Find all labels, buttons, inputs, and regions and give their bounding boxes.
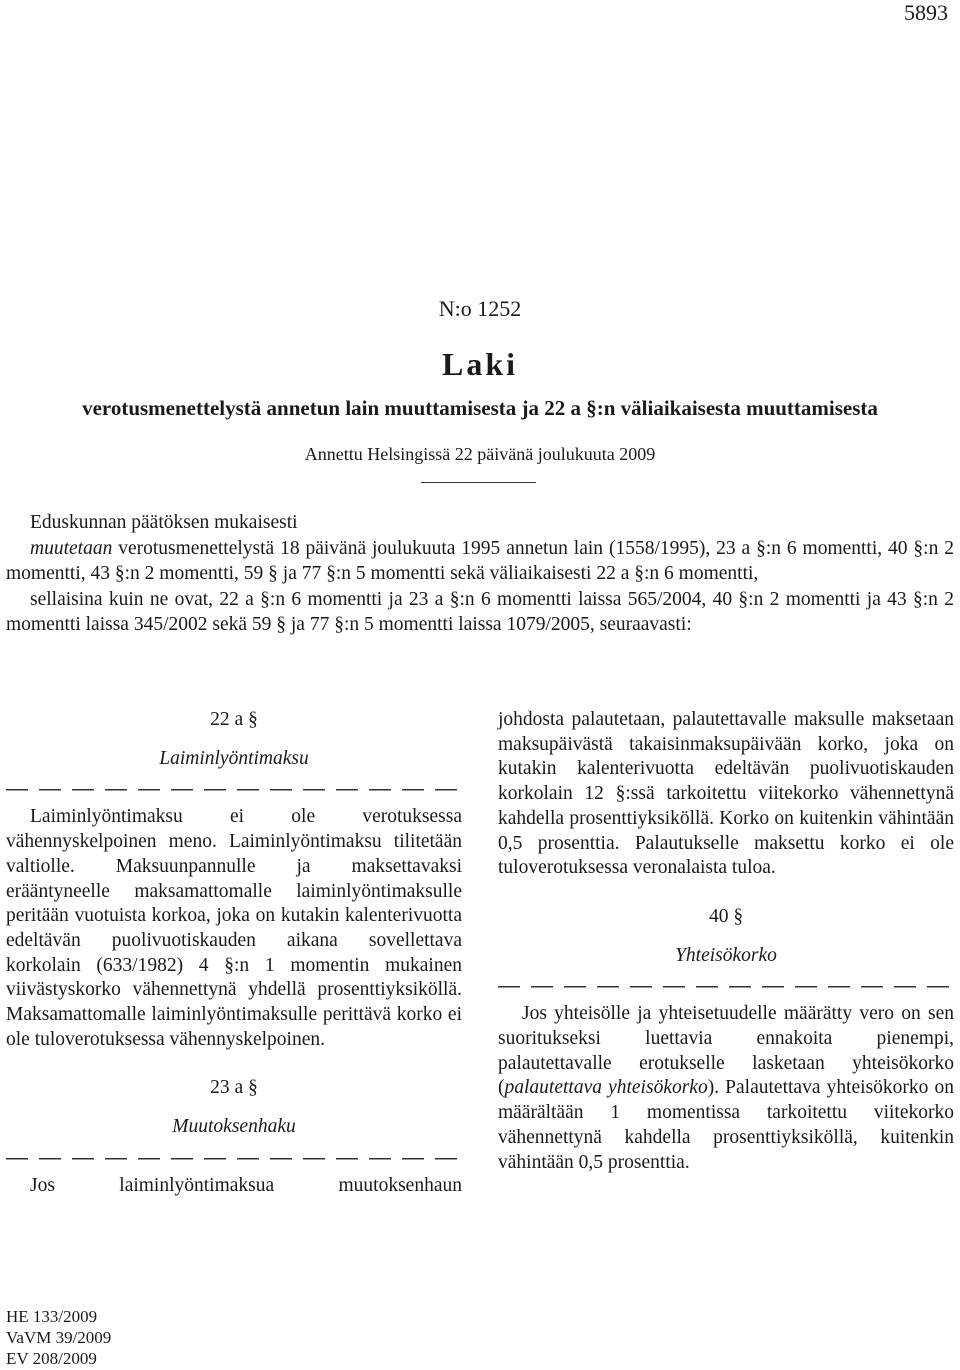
section-22a-heading: Laiminlyöntimaksu bbox=[159, 747, 309, 769]
given-date: Annettu Helsingissä 22 päivänä joulukuuta 2009 bbox=[304, 444, 656, 464]
section-22a-text: Laiminlyöntimaksu ei ole verotuksessa vähennyskelpoinen meno. Laiminlyöntimaksu tilitetään valtiolle. Maksuunpannulle ja maksettavaksi erääntyneelle maksamattomalle laiminlyöntimaksulle peritään vuotuista korkoa, joka on kutakin kalenterivuotta edeltävän puolivuotiskauden aikana sovellettava korkolain (633/1982) 4 §:n 1 momentin mukainen viivästyskorko vähennettynä yhdellä prosenttiyksiköllä. Maksamattomalle laiminlyöntimaksulle perittävä korko ei ole tuloverotuksessa vähennyskelpoinen. bbox=[6, 806, 462, 1050]
omission-dashes bbox=[6, 1154, 462, 1164]
preamble-amendment bbox=[6, 536, 954, 587]
defined-term: palautettava yhteisökorko bbox=[504, 1077, 708, 1099]
preamble-intro: Eduskunnan päätöksen mukaisesti bbox=[30, 512, 298, 533]
document-title: Laki bbox=[441, 346, 519, 382]
title-separator bbox=[421, 482, 536, 483]
section-40-text: Jos yhteisölle ja yhteisetuudelle määrätty vero on sen suoritukseksi luettavia ennakoita pienempi, palautettavalle erotukselle lasketaan yhteisökorko (palautettava yhteisökorko). Palautettava yhteisökorko on määrältään 1 momentissa tarkoitettu viitekorko vähennettynä kahdella prosenttiyksiköllä, kuitenkin vähintään 0,5 prosenttia. bbox=[498, 1003, 954, 1173]
reference-he: HE 133/2009 bbox=[6, 1307, 98, 1326]
section-40-heading: Yhteisökorko bbox=[675, 944, 777, 966]
preamble bbox=[6, 510, 954, 638]
section-23a-text: Jos laiminlyöntimaksua muutoksenhaun bbox=[30, 1174, 462, 1196]
section-23a-number: 23 a § bbox=[210, 1077, 258, 1099]
left-column bbox=[6, 708, 462, 1199]
omission-dashes bbox=[6, 785, 462, 795]
right-column bbox=[498, 708, 954, 1175]
section-40-number: 40 § bbox=[708, 905, 744, 927]
statute-number: N:o 1252 bbox=[438, 296, 522, 321]
amend-text: verotusmenettelystä 18 päivänä joulukuuta 1995 annetun lain (1558/1995), 23 a §:n 6 momentti, 40 §:n 2 momentti, 43 §:n 2 momentti, 59 § ja 77 §:n 5 momentti sekä väliaikaisesti 22 a §:n 6 momentti, bbox=[6, 537, 954, 584]
amend-word: muutetaan bbox=[30, 537, 113, 559]
reference-ev: EV 208/2009 bbox=[6, 1349, 97, 1368]
legislative-references bbox=[6, 1306, 111, 1369]
page-number: 5893 bbox=[904, 0, 948, 25]
section-23a-heading: Muutoksenhaku bbox=[172, 1116, 296, 1138]
omission-dashes bbox=[498, 982, 954, 992]
preamble-versions: sellaisina kuin ne ovat, 22 a §:n 6 momentti ja 23 a §:n 6 momentti laissa 565/2004, 40 §:n 2 momentti ja 43 §:n 2 momentti laissa 345/2002 sekä 59 § ja 77 §:n 5 momentti laissa 1079/2005, seuraavasti: bbox=[6, 588, 954, 635]
section-23a-continuation: johdosta palautetaan, palautettavalle maksulle maksetaan maksupäivästä takaisinmaksupäivään korko, joka on kutakin kalenterivuotta edeltävän puolivuotiskauden korkolain 12 §:ssä tarkoitettu viitekorko vähennettynä kahdella prosenttiyksiköllä. Korko on kuitenkin vähintään 0,5 prosenttia. Palautukselle maksettu korko ei ole tuloverotuksessa veronalaista tuloa. bbox=[498, 709, 954, 879]
section-22a-number: 22 a § bbox=[210, 709, 258, 730]
document-subtitle: verotusmenettelystä annetun lain muuttamisesta ja 22 a §:n väliaikaisesta muuttamisesta bbox=[82, 396, 878, 420]
reference-vavm: VaVM 39/2009 bbox=[6, 1328, 112, 1347]
